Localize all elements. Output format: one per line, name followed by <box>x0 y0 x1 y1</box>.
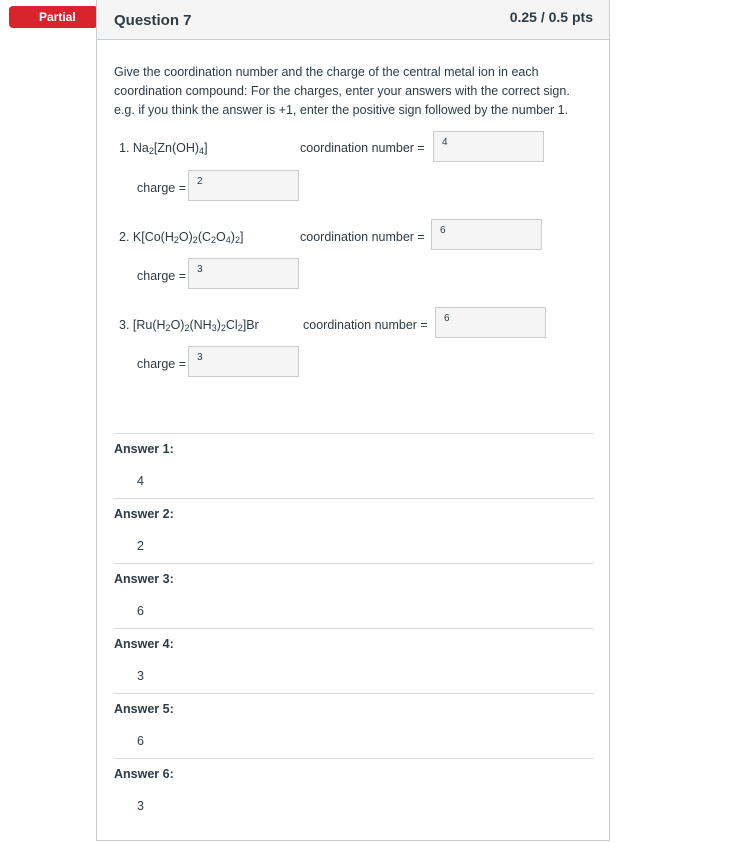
answer-5-value: 6 <box>137 734 144 748</box>
answer-divider <box>114 498 594 499</box>
coordination-number-label-3: coordination number = <box>303 318 428 332</box>
charge-field-1[interactable]: 2 <box>188 170 299 201</box>
coordination-number-label-1: coordination number = <box>300 141 425 155</box>
question-card <box>96 0 610 841</box>
question-header <box>97 0 609 40</box>
answer-6-value: 3 <box>137 799 144 813</box>
question-points: 0.25 / 0.5 pts <box>509 9 593 25</box>
answer-5-label: Answer 5: <box>114 702 174 716</box>
answer-divider <box>114 758 594 759</box>
answer-4-label: Answer 4: <box>114 637 174 651</box>
charge-field-2[interactable]: 3 <box>188 258 299 289</box>
formula-2: 2. $K[Co(H_2O)_2(C_2O_4)_2]$ <box>119 230 244 245</box>
answer-1-value: 4 <box>137 474 144 488</box>
coordination-number-label-2: coordination number = <box>300 230 425 244</box>
answer-divider <box>114 628 594 629</box>
formula-3: 3. $[Ru(H_2O)_2(NH_3)_2Cl_2]Br$ <box>119 318 259 333</box>
answer-4-value: 3 <box>137 669 144 683</box>
partial-credit-badge <box>9 6 95 28</box>
formula-1: 1. $Na_2[Zn(OH)_4]$ <box>119 141 208 156</box>
answer-divider <box>114 433 594 434</box>
charge-label-1: charge = <box>137 181 186 195</box>
answer-3-label: Answer 3: <box>114 572 174 586</box>
answer-2-value: 2 <box>137 539 144 553</box>
question-title: Question 7 <box>114 12 192 29</box>
answer-2-label: Answer 2: <box>114 507 174 521</box>
coordination-number-field-3[interactable]: 6 <box>435 307 546 338</box>
charge-label-3: charge = <box>137 357 186 371</box>
answer-1-label: Answer 1: <box>114 442 174 456</box>
answer-6-label: Answer 6: <box>114 767 174 781</box>
charge-field-3[interactable]: 3 <box>188 346 299 377</box>
answer-divider <box>114 693 594 694</box>
coordination-number-field-1[interactable]: 4 <box>433 131 544 162</box>
charge-label-2: charge = <box>137 269 186 283</box>
coordination-number-field-2[interactable]: 6 <box>431 219 542 250</box>
answer-3-value: 6 <box>137 604 144 618</box>
badge-label: Partial <box>39 10 76 24</box>
question-prompt: Give the coordination number and the charge of the central metal ion in each coordination compound: For the charges, enter your answers with the correct sign. e.g. if you think the answer is +1, enter the positive sign followed by the number 1. <box>114 65 570 117</box>
answer-divider <box>114 563 594 564</box>
